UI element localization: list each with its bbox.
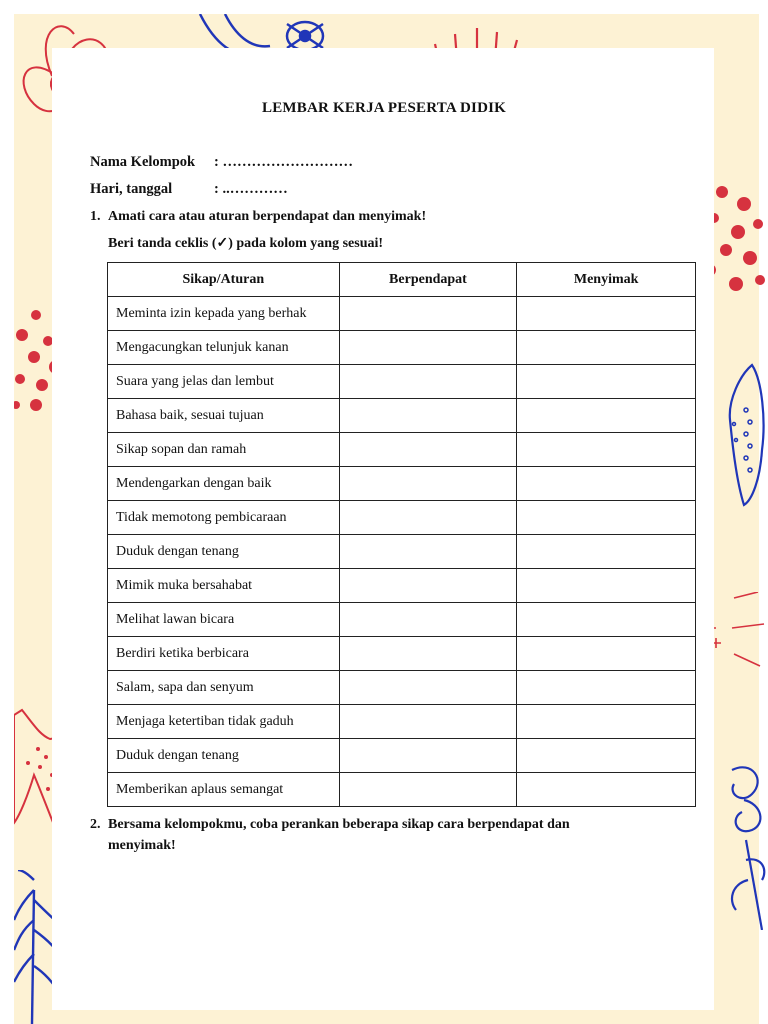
question-2-line-1: Bersama kelompokmu, coba perankan beberapa sikap cara berpendapat dan <box>108 817 570 832</box>
table-row <box>108 739 696 773</box>
attitude-item: Melihat lawan bicara <box>108 603 340 637</box>
menyimak-check-cell[interactable] <box>517 603 696 637</box>
berpendapat-check-cell[interactable] <box>339 637 517 671</box>
menyimak-check-cell[interactable] <box>517 399 696 433</box>
berpendapat-check-cell[interactable] <box>339 705 517 739</box>
table-row <box>108 467 696 501</box>
table-row <box>108 603 696 637</box>
berpendapat-check-cell[interactable] <box>339 331 517 365</box>
attitude-item: Duduk dengan tenang <box>108 535 340 569</box>
attitude-item: Salam, sapa dan senyum <box>108 671 340 705</box>
question-1 <box>90 206 426 254</box>
attitude-item: Berdiri ketika berbicara <box>108 637 340 671</box>
table-header-row <box>108 263 696 297</box>
group-name-field <box>90 154 353 171</box>
attitude-item: Duduk dengan tenang <box>108 739 340 773</box>
table-row <box>108 501 696 535</box>
question-1-line-2: Beri tanda ceklis (✓) pada kolom yang sesuai! <box>108 236 384 251</box>
berpendapat-check-cell[interactable] <box>339 535 517 569</box>
table-row <box>108 773 696 807</box>
table-row <box>108 331 696 365</box>
attitude-item: Mengacungkan telunjuk kanan <box>108 331 340 365</box>
table-row <box>108 365 696 399</box>
table-row <box>108 705 696 739</box>
berpendapat-check-cell[interactable] <box>339 501 517 535</box>
berpendapat-check-cell[interactable] <box>339 603 517 637</box>
question-1-line-1: Amati cara atau aturan berpendapat dan menyimak! <box>108 209 427 224</box>
flower-illustration-blue <box>722 760 768 930</box>
column-header-sikap: Sikap/Aturan <box>108 263 340 297</box>
menyimak-check-cell[interactable] <box>517 467 696 501</box>
attitude-item: Suara yang jelas dan lembut <box>108 365 340 399</box>
question-1-number: 1. <box>90 209 101 224</box>
berpendapat-check-cell[interactable] <box>339 365 517 399</box>
berpendapat-check-cell[interactable] <box>339 433 517 467</box>
attitude-item: Mendengarkan dengan baik <box>108 467 340 501</box>
berpendapat-check-cell[interactable] <box>339 399 517 433</box>
table-row <box>108 671 696 705</box>
menyimak-check-cell[interactable] <box>517 535 696 569</box>
menyimak-check-cell[interactable] <box>517 365 696 399</box>
menyimak-check-cell[interactable] <box>517 569 696 603</box>
menyimak-check-cell[interactable] <box>517 433 696 467</box>
starfish-illustration-blue <box>722 360 768 510</box>
question-2-number: 2. <box>90 817 101 832</box>
table-row <box>108 535 696 569</box>
column-header-berpendapat: Berpendapat <box>339 263 517 297</box>
menyimak-check-cell[interactable] <box>517 637 696 671</box>
checklist-table <box>107 262 696 807</box>
berpendapat-check-cell[interactable] <box>339 773 517 807</box>
menyimak-check-cell[interactable] <box>517 705 696 739</box>
menyimak-check-cell[interactable] <box>517 501 696 535</box>
table-row <box>108 433 696 467</box>
table-row <box>108 399 696 433</box>
menyimak-check-cell[interactable] <box>517 739 696 773</box>
berpendapat-check-cell[interactable] <box>339 569 517 603</box>
table-row <box>108 297 696 331</box>
attitude-item: Menjaga ketertiban tidak gaduh <box>108 705 340 739</box>
date-field <box>90 181 288 198</box>
berpendapat-check-cell[interactable] <box>339 739 517 773</box>
column-header-menyimak: Menyimak <box>517 263 696 297</box>
worksheet-title: LEMBAR KERJA PESERTA DIDIK <box>261 100 507 116</box>
berpendapat-check-cell[interactable] <box>339 297 517 331</box>
table-row <box>108 637 696 671</box>
date-label: Hari, tanggal <box>90 181 173 197</box>
attitude-item: Tidak memotong pembicaraan <box>108 501 340 535</box>
question-2-line-2: menyimak! <box>108 838 176 853</box>
berpendapat-check-cell[interactable] <box>339 671 517 705</box>
date-value[interactable]: : ..………… <box>214 181 288 197</box>
attitude-item: Sikap sopan dan ramah <box>108 433 340 467</box>
menyimak-check-cell[interactable] <box>517 297 696 331</box>
group-name-value[interactable]: : ……………………… <box>214 154 353 170</box>
menyimak-check-cell[interactable] <box>517 671 696 705</box>
menyimak-check-cell[interactable] <box>517 773 696 807</box>
attitude-item: Bahasa baik, sesuai tujuan <box>108 399 340 433</box>
attitude-item: Mimik muka bersahabat <box>108 569 340 603</box>
attitude-item: Meminta izin kepada yang berhak <box>108 297 340 331</box>
attitude-item: Memberikan aplaus semangat <box>108 773 340 807</box>
table-row <box>108 569 696 603</box>
question-2 <box>90 814 570 856</box>
menyimak-check-cell[interactable] <box>517 331 696 365</box>
berpendapat-check-cell[interactable] <box>339 467 517 501</box>
group-name-label: Nama Kelompok <box>90 154 196 170</box>
